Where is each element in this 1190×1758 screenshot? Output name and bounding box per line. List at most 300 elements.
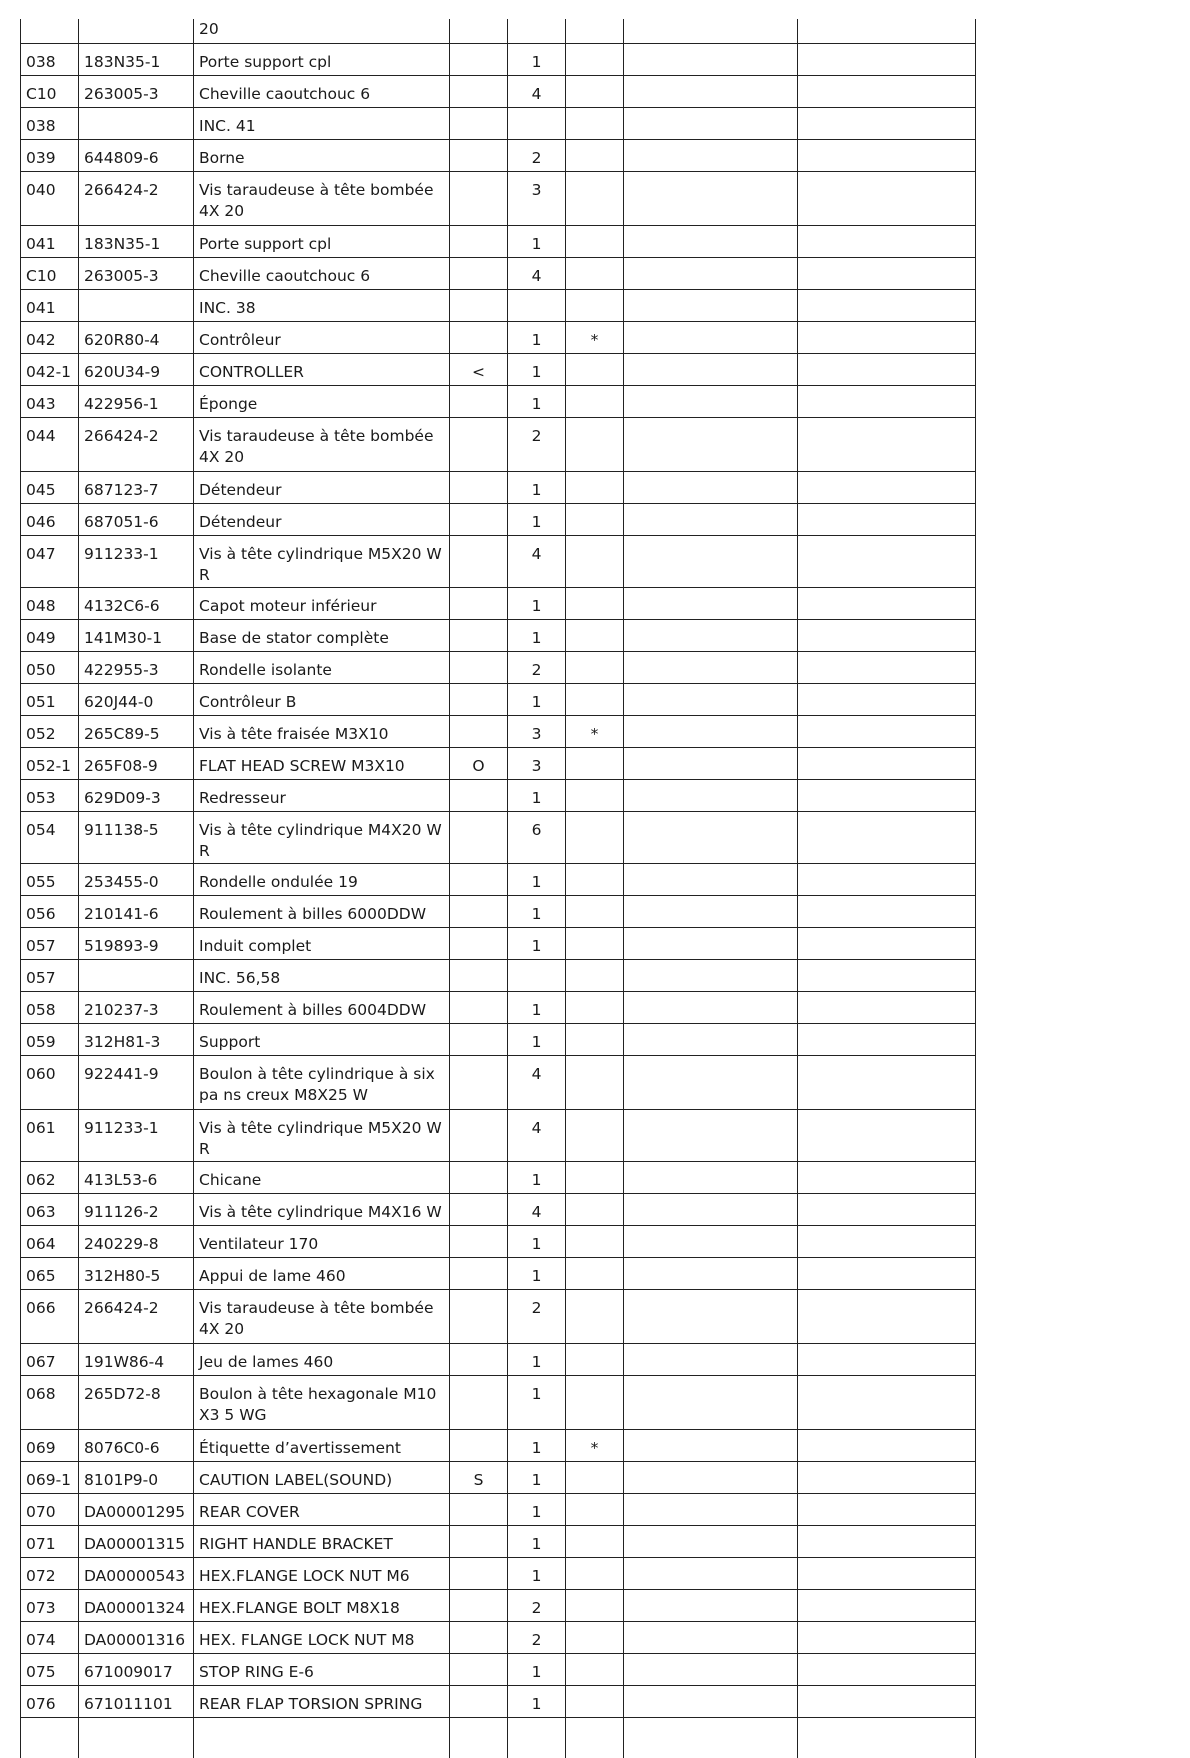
- blank-cell: [798, 353, 976, 385]
- part-number-cell: [79, 289, 194, 321]
- blank-cell: [624, 1461, 798, 1493]
- blank-cell: [624, 321, 798, 353]
- blank-cell: [798, 1375, 976, 1429]
- description-cell: Support: [194, 1023, 450, 1055]
- blank-cell: [624, 959, 798, 991]
- description-cell: Vis à tête cylindrique M5X20 WR: [194, 1109, 450, 1161]
- blank-cell: [798, 959, 976, 991]
- mark-cell: [450, 1429, 508, 1461]
- item-cell: 042: [21, 321, 79, 353]
- part-number-cell: 422956-1: [79, 385, 194, 417]
- blank-cell: [798, 139, 976, 171]
- description-cell: INC. 56,58: [194, 959, 450, 991]
- note-cell: [566, 171, 624, 225]
- part-number-cell: DA00001316: [79, 1621, 194, 1653]
- note-cell: *: [566, 715, 624, 747]
- blank-cell: [798, 503, 976, 535]
- mark-cell: [450, 171, 508, 225]
- blank-cell: [624, 107, 798, 139]
- mark-cell: [450, 75, 508, 107]
- mark-cell: [450, 1055, 508, 1109]
- mark-cell: [450, 1493, 508, 1525]
- part-number-cell: [79, 959, 194, 991]
- blank-cell: [624, 651, 798, 683]
- quantity-cell: 1: [508, 471, 566, 503]
- note-cell: [566, 1023, 624, 1055]
- quantity-cell: 1: [508, 321, 566, 353]
- description-cell: Roulement à billes 6004DDW: [194, 991, 450, 1023]
- part-number-cell: [79, 19, 194, 43]
- part-number-cell: 263005-3: [79, 75, 194, 107]
- note-cell: [566, 535, 624, 587]
- part-number-cell: DA00001295: [79, 1493, 194, 1525]
- item-cell: 074: [21, 1621, 79, 1653]
- item-cell: 063: [21, 1193, 79, 1225]
- mark-cell: [450, 927, 508, 959]
- part-number-cell: 183N35-1: [79, 43, 194, 75]
- mark-cell: [450, 959, 508, 991]
- table-row: [21, 535, 976, 587]
- part-number-cell: DA00001324: [79, 1589, 194, 1621]
- quantity-cell: 1: [508, 385, 566, 417]
- item-cell: 048: [21, 587, 79, 619]
- blank-cell: [624, 385, 798, 417]
- table-row: [21, 289, 976, 321]
- mark-cell: [450, 1621, 508, 1653]
- table-row: [21, 1109, 976, 1161]
- part-number-cell: 620U34-9: [79, 353, 194, 385]
- description-cell: Vis taraudeuse à tête bombée 4X 20: [194, 1289, 450, 1343]
- table-row: [21, 959, 976, 991]
- mark-cell: [450, 107, 508, 139]
- mark-cell: [450, 895, 508, 927]
- part-number-cell: 191W86-4: [79, 1343, 194, 1375]
- item-cell: 051: [21, 683, 79, 715]
- table-row: [21, 863, 976, 895]
- note-cell: [566, 1257, 624, 1289]
- item-cell: 072: [21, 1557, 79, 1589]
- blank-cell: [624, 19, 798, 43]
- part-number-cell: 210141-6: [79, 895, 194, 927]
- mark-cell: [450, 1289, 508, 1343]
- item-cell: 047: [21, 535, 79, 587]
- quantity-cell: 2: [508, 139, 566, 171]
- note-cell: *: [566, 1429, 624, 1461]
- blank-cell: [798, 1289, 976, 1343]
- blank-cell: [624, 1653, 798, 1685]
- note-cell: [566, 779, 624, 811]
- empty-cell: [450, 1717, 508, 1758]
- item-cell: 053: [21, 779, 79, 811]
- description-cell: STOP RING E-6: [194, 1653, 450, 1685]
- quantity-cell: 6: [508, 811, 566, 863]
- part-number-cell: 922441-9: [79, 1055, 194, 1109]
- table-row: [21, 1161, 976, 1193]
- note-cell: [566, 1621, 624, 1653]
- blank-cell: [798, 225, 976, 257]
- mark-cell: [450, 1589, 508, 1621]
- item-cell: 061: [21, 1109, 79, 1161]
- quantity-cell: 2: [508, 1621, 566, 1653]
- table-row: [21, 1621, 976, 1653]
- mark-cell: [450, 1557, 508, 1589]
- quantity-cell: 1: [508, 43, 566, 75]
- blank-cell: [798, 683, 976, 715]
- description-cell: Rondelle ondulée 19: [194, 863, 450, 895]
- note-cell: [566, 471, 624, 503]
- description-cell: Vis à tête fraisée M3X10: [194, 715, 450, 747]
- description-cell: Chicane: [194, 1161, 450, 1193]
- continuation-row: [21, 1717, 976, 1758]
- item-cell: 044: [21, 417, 79, 471]
- table-row: [21, 1225, 976, 1257]
- item-cell: 060: [21, 1055, 79, 1109]
- blank-cell: [798, 107, 976, 139]
- quantity-cell: 4: [508, 1055, 566, 1109]
- mark-cell: [450, 811, 508, 863]
- table-row: [21, 353, 976, 385]
- mark-cell: [450, 1375, 508, 1429]
- description-cell: Ventilateur 170: [194, 1225, 450, 1257]
- mark-cell: [450, 619, 508, 651]
- part-number-cell: 4132C6-6: [79, 587, 194, 619]
- blank-cell: [798, 1589, 976, 1621]
- quantity-cell: 4: [508, 1193, 566, 1225]
- item-cell: 054: [21, 811, 79, 863]
- note-cell: [566, 1685, 624, 1717]
- mark-cell: O: [450, 747, 508, 779]
- blank-cell: [798, 385, 976, 417]
- quantity-cell: 1: [508, 1161, 566, 1193]
- table-row: [21, 503, 976, 535]
- blank-cell: [798, 715, 976, 747]
- quantity-cell: 4: [508, 75, 566, 107]
- blank-cell: [624, 1343, 798, 1375]
- description-cell: Vis à tête cylindrique M4X20 WR: [194, 811, 450, 863]
- part-number-cell: 141M30-1: [79, 619, 194, 651]
- note-cell: [566, 959, 624, 991]
- item-cell: 046: [21, 503, 79, 535]
- quantity-cell: 4: [508, 257, 566, 289]
- item-cell: 040: [21, 171, 79, 225]
- part-number-cell: 8101P9-0: [79, 1461, 194, 1493]
- mark-cell: [450, 1257, 508, 1289]
- part-number-cell: 911233-1: [79, 535, 194, 587]
- table-row: [21, 75, 976, 107]
- description-cell: REAR COVER: [194, 1493, 450, 1525]
- mark-cell: [450, 1525, 508, 1557]
- part-number-cell: 210237-3: [79, 991, 194, 1023]
- table-row: [21, 683, 976, 715]
- blank-cell: [624, 1193, 798, 1225]
- blank-cell: [798, 257, 976, 289]
- part-number-cell: 312H81-3: [79, 1023, 194, 1055]
- note-cell: [566, 1525, 624, 1557]
- blank-cell: [798, 1023, 976, 1055]
- table-row: [21, 651, 976, 683]
- description-cell: INC. 38: [194, 289, 450, 321]
- mark-cell: [450, 1225, 508, 1257]
- item-cell: 073: [21, 1589, 79, 1621]
- blank-cell: [798, 1343, 976, 1375]
- empty-cell: [79, 1717, 194, 1758]
- mark-cell: [450, 503, 508, 535]
- item-cell: 075: [21, 1653, 79, 1685]
- description-cell: Cheville caoutchouc 6: [194, 257, 450, 289]
- blank-cell: [624, 1109, 798, 1161]
- table-row: [21, 747, 976, 779]
- blank-cell: [798, 991, 976, 1023]
- description-cell: REAR FLAP TORSION SPRING: [194, 1685, 450, 1717]
- item-cell: 067: [21, 1343, 79, 1375]
- item-cell: 045: [21, 471, 79, 503]
- blank-cell: [624, 75, 798, 107]
- blank-cell: [624, 225, 798, 257]
- blank-cell: [624, 1621, 798, 1653]
- part-number-cell: 911126-2: [79, 1193, 194, 1225]
- quantity-cell: [508, 289, 566, 321]
- table-row: [21, 1429, 976, 1461]
- quantity-cell: 4: [508, 1109, 566, 1161]
- blank-cell: [624, 289, 798, 321]
- mark-cell: [450, 43, 508, 75]
- quantity-cell: 1: [508, 1525, 566, 1557]
- table-row: [21, 139, 976, 171]
- empty-cell: [566, 1717, 624, 1758]
- quantity-cell: 4: [508, 535, 566, 587]
- part-number-cell: 265C89-5: [79, 715, 194, 747]
- mark-cell: [450, 715, 508, 747]
- blank-cell: [798, 1161, 976, 1193]
- part-number-cell: 265D72-8: [79, 1375, 194, 1429]
- blank-cell: [624, 1557, 798, 1589]
- description-cell: Base de stator complète: [194, 619, 450, 651]
- table-row: [21, 715, 976, 747]
- blank-cell: [624, 503, 798, 535]
- note-cell: [566, 1225, 624, 1257]
- item-cell: 050: [21, 651, 79, 683]
- empty-cell: [21, 1717, 79, 1758]
- blank-cell: [624, 779, 798, 811]
- note-cell: [566, 289, 624, 321]
- description-cell: 20: [194, 19, 450, 43]
- description-cell: Porte support cpl: [194, 43, 450, 75]
- table-row: [21, 257, 976, 289]
- blank-cell: [624, 811, 798, 863]
- mark-cell: [450, 19, 508, 43]
- description-cell: Boulon à tête hexagonale M10X3 5 WG: [194, 1375, 450, 1429]
- description-cell: Éponge: [194, 385, 450, 417]
- item-cell: 055: [21, 863, 79, 895]
- item-cell: 041: [21, 289, 79, 321]
- table-row: [21, 1685, 976, 1717]
- quantity-cell: 1: [508, 927, 566, 959]
- item-cell: 056: [21, 895, 79, 927]
- part-number-cell: 671009017: [79, 1653, 194, 1685]
- description-cell: CONTROLLER: [194, 353, 450, 385]
- mark-cell: [450, 991, 508, 1023]
- blank-cell: [798, 1193, 976, 1225]
- note-cell: [566, 747, 624, 779]
- part-number-cell: 422955-3: [79, 651, 194, 683]
- item-cell: 057: [21, 959, 79, 991]
- quantity-cell: 1: [508, 1225, 566, 1257]
- blank-cell: [798, 321, 976, 353]
- description-cell: RIGHT HANDLE BRACKET: [194, 1525, 450, 1557]
- description-cell: Borne: [194, 139, 450, 171]
- table-row: [21, 1525, 976, 1557]
- blank-cell: [798, 927, 976, 959]
- blank-cell: [798, 651, 976, 683]
- blank-cell: [798, 619, 976, 651]
- blank-cell: [624, 587, 798, 619]
- blank-cell: [624, 139, 798, 171]
- quantity-cell: [508, 959, 566, 991]
- description-cell: Vis taraudeuse à tête bombée 4X 20: [194, 171, 450, 225]
- description-cell: Cheville caoutchouc 6: [194, 75, 450, 107]
- part-number-cell: 620J44-0: [79, 683, 194, 715]
- table-row: [21, 1493, 976, 1525]
- description-cell: Vis taraudeuse à tête bombée 4X 20: [194, 417, 450, 471]
- blank-cell: [798, 471, 976, 503]
- description-cell: Contrôleur B: [194, 683, 450, 715]
- item-cell: 070: [21, 1493, 79, 1525]
- table-row: [21, 991, 976, 1023]
- mark-cell: [450, 321, 508, 353]
- item-cell: 066: [21, 1289, 79, 1343]
- item-cell: 043: [21, 385, 79, 417]
- description-cell: Induit complet: [194, 927, 450, 959]
- blank-cell: [624, 1225, 798, 1257]
- table-row: [21, 1461, 976, 1493]
- table-row: [21, 1343, 976, 1375]
- blank-cell: [624, 1589, 798, 1621]
- blank-cell: [798, 811, 976, 863]
- description-cell: Appui de lame 460: [194, 1257, 450, 1289]
- table-row: [21, 107, 976, 139]
- note-cell: [566, 385, 624, 417]
- item-cell: 069: [21, 1429, 79, 1461]
- blank-cell: [798, 1621, 976, 1653]
- part-number-cell: 413L53-6: [79, 1161, 194, 1193]
- item-cell: 052: [21, 715, 79, 747]
- blank-cell: [624, 863, 798, 895]
- quantity-cell: 1: [508, 587, 566, 619]
- mark-cell: [450, 257, 508, 289]
- quantity-cell: 1: [508, 1257, 566, 1289]
- description-cell: Rondelle isolante: [194, 651, 450, 683]
- empty-cell: [194, 1717, 450, 1758]
- item-cell: 057: [21, 927, 79, 959]
- part-number-cell: 687123-7: [79, 471, 194, 503]
- table-row: [21, 1289, 976, 1343]
- blank-cell: [624, 991, 798, 1023]
- part-number-cell: 671011101: [79, 1685, 194, 1717]
- quantity-cell: 1: [508, 1023, 566, 1055]
- blank-cell: [798, 779, 976, 811]
- blank-cell: [798, 1493, 976, 1525]
- table-row: [21, 927, 976, 959]
- part-number-cell: 253455-0: [79, 863, 194, 895]
- part-number-cell: 620R80-4: [79, 321, 194, 353]
- quantity-cell: 1: [508, 353, 566, 385]
- part-number-cell: 183N35-1: [79, 225, 194, 257]
- blank-cell: [624, 417, 798, 471]
- blank-cell: [798, 587, 976, 619]
- part-number-cell: 263005-3: [79, 257, 194, 289]
- mark-cell: [450, 863, 508, 895]
- description-cell: FLAT HEAD SCREW M3X10: [194, 747, 450, 779]
- note-cell: [566, 1375, 624, 1429]
- blank-cell: [624, 1375, 798, 1429]
- table-row: [21, 43, 976, 75]
- note-cell: [566, 863, 624, 895]
- item-cell: 059: [21, 1023, 79, 1055]
- mark-cell: [450, 385, 508, 417]
- blank-cell: [798, 1429, 976, 1461]
- blank-cell: [624, 43, 798, 75]
- item-cell: 062: [21, 1161, 79, 1193]
- part-number-cell: 266424-2: [79, 1289, 194, 1343]
- blank-cell: [798, 1225, 976, 1257]
- item-cell: 038: [21, 107, 79, 139]
- item-cell: 039: [21, 139, 79, 171]
- item-cell: 065: [21, 1257, 79, 1289]
- mark-cell: [450, 1685, 508, 1717]
- note-cell: [566, 417, 624, 471]
- item-cell: [21, 19, 79, 43]
- quantity-cell: 1: [508, 1375, 566, 1429]
- description-cell: Détendeur: [194, 503, 450, 535]
- blank-cell: [624, 1023, 798, 1055]
- mark-cell: [450, 587, 508, 619]
- item-cell: 064: [21, 1225, 79, 1257]
- blank-cell: [798, 1525, 976, 1557]
- empty-cell: [508, 1717, 566, 1758]
- table-row: [21, 471, 976, 503]
- blank-cell: [624, 715, 798, 747]
- quantity-cell: 1: [508, 991, 566, 1023]
- item-cell: C10: [21, 75, 79, 107]
- note-cell: [566, 257, 624, 289]
- note-cell: [566, 75, 624, 107]
- table-row: [21, 1653, 976, 1685]
- note-cell: [566, 991, 624, 1023]
- blank-cell: [624, 1055, 798, 1109]
- table-row: [21, 1589, 976, 1621]
- description-cell: Redresseur: [194, 779, 450, 811]
- blank-cell: [798, 289, 976, 321]
- part-number-cell: 265F08-9: [79, 747, 194, 779]
- part-number-cell: 687051-6: [79, 503, 194, 535]
- blank-cell: [624, 895, 798, 927]
- blank-cell: [798, 1461, 976, 1493]
- item-cell: 068: [21, 1375, 79, 1429]
- description-cell: HEX.FLANGE BOLT M8X18: [194, 1589, 450, 1621]
- part-number-cell: 8076C0-6: [79, 1429, 194, 1461]
- mark-cell: [450, 651, 508, 683]
- blank-cell: [624, 471, 798, 503]
- note-cell: *: [566, 321, 624, 353]
- part-number-cell: 644809-6: [79, 139, 194, 171]
- quantity-cell: 1: [508, 1429, 566, 1461]
- quantity-cell: 3: [508, 747, 566, 779]
- description-cell: HEX.FLANGE LOCK NUT M6: [194, 1557, 450, 1589]
- parts-list-page: [20, 19, 975, 1713]
- quantity-cell: 1: [508, 1685, 566, 1717]
- table-row: [21, 171, 976, 225]
- description-cell: INC. 41: [194, 107, 450, 139]
